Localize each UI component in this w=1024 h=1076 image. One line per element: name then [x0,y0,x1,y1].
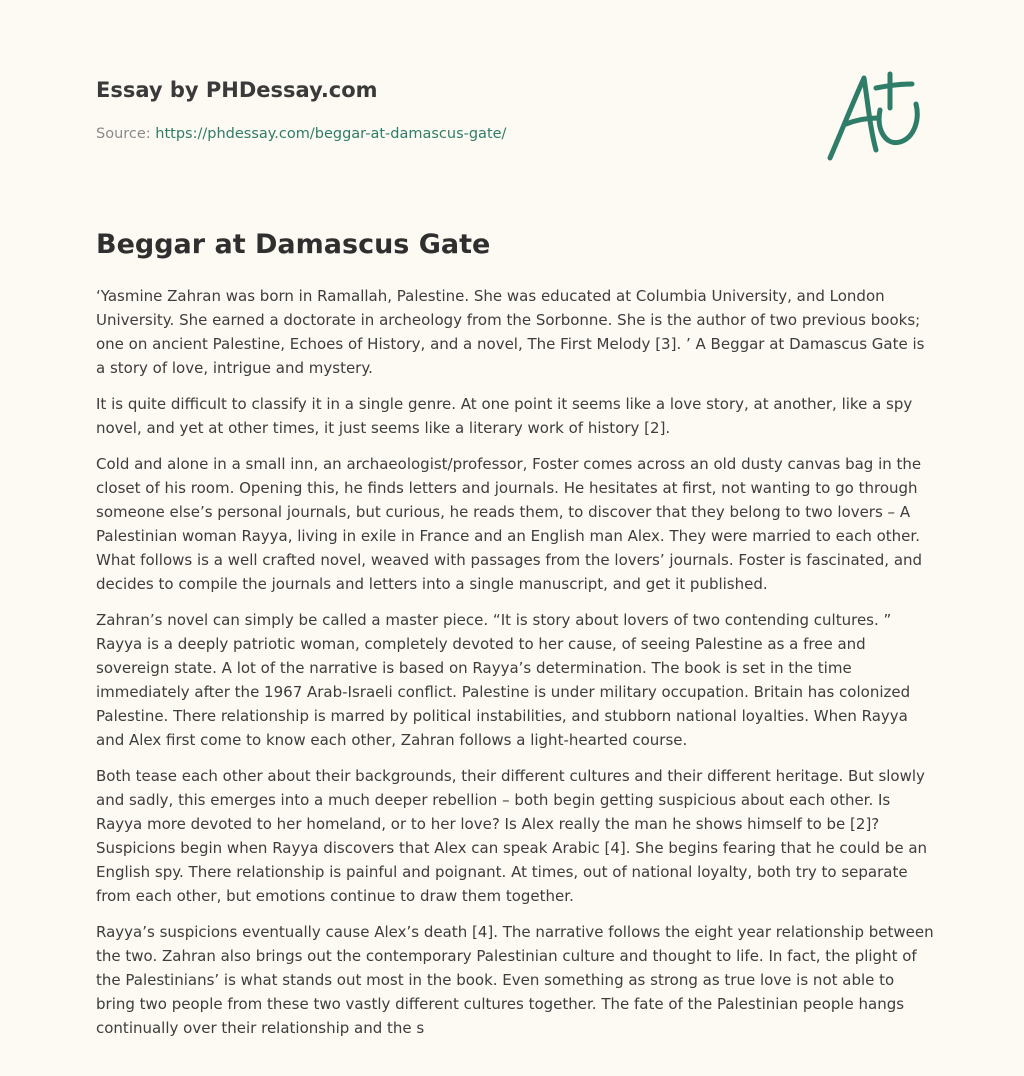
essay-paragraph: Both tease each other about their backgrounds, their different cultures and their different heritage. But slowly and sadly, this emerges into a much deeper rebellion – both begin getting suspicious about each other. Is Rayya more devoted to her homeland, or to her love? Is Alex really the man he shows himself to be [2]? Suspicions begin when Rayya discovers that Alex can speak Arabic [4]. She begins fearing that he could be an English spy. There relationship is painful and poignant. At times, out of national loyalty, both try to separate from each other, but emotions continue to draw them together. [96,767,928,905]
essay-paragraph: Zahran’s novel can simply be called a master piece. “It is story about lovers of two contending cultures. ” Rayya is a deeply patriotic woman, completely devoted to her cause, of seeing Palestine as a free and sovereign state. A lot of the narrative is based on Rayya’s determination. The book is set in the time immediately after the 1967 Arab-Israeli conflict. Palestine is under military occupation. Britain has colonized Palestine. There relationship is marred by political instabilities, and stubborn national loyalties. When Rayya and Alex first come to know each other, Zahran follows a light-hearted course. [96,611,911,749]
essay-paragraph: Cold and alone in a small inn, an archaeologist/professor, Foster comes across an old dusty canvas bag in the closet of his room. Opening this, he finds letters and journals. He hesitates at first, not wanting to go through someone else’s personal journals, but curious, he reads them, to discover that they belong to two lovers – A Palestinian woman Rayya, living in exile in France and an English man Alex. They were married to each other. What follows is a well crafted novel, weaved with passages from the lovers’ journals. Foster is fascinated, and decides to compile the journals and letters into a single manuscript, and get it published. [96,455,923,593]
source-link[interactable]: https://phdessay.com/beggar-at-damascus-gate/ [155,126,507,142]
essay-paragraph: Rayya’s suspicions eventually cause Alex’s death [4]. The narrative follows the eight year relationship between the two. Zahran also brings out the contemporary Palestinian culture and thought to life. In fact, the plight of the Palestinians’ is what stands out most in the book. Even something as strong as true love is not able to bring two people from these two vastly different cultures together. The fate of the Palestinian people hangs continually over their relationship and the s [96,923,934,1037]
essay-header [96,76,696,144]
brand-title: Essay by PHDessay.com [96,78,378,102]
essay-paragraph: ‘Yasmine Zahran was born in Ramallah, Palestine. She was educated at Columbia University, and London University. She earned a doctorate in archeology from the Sorbonne. She is the author of two previous books; one on ancient Palestine, Echoes of History, and a novel, The First Melody [3]. ’ A Beggar at Damascus Gate is a story of love, intrigue and mystery. [96,287,925,377]
essay-body [96,284,936,1052]
a-plus-grade-icon [820,64,930,164]
essay-paragraph: It is quite difficult to classify it in a single genre. At one point it seems like a love story, at another, like a spy novel, and yet at other times, it just seems like a literary work of history [2]. [96,395,913,437]
source-line [96,124,696,144]
essay-title: Beggar at Damascus Gate [96,229,491,260]
source-label: Source: [96,126,156,142]
